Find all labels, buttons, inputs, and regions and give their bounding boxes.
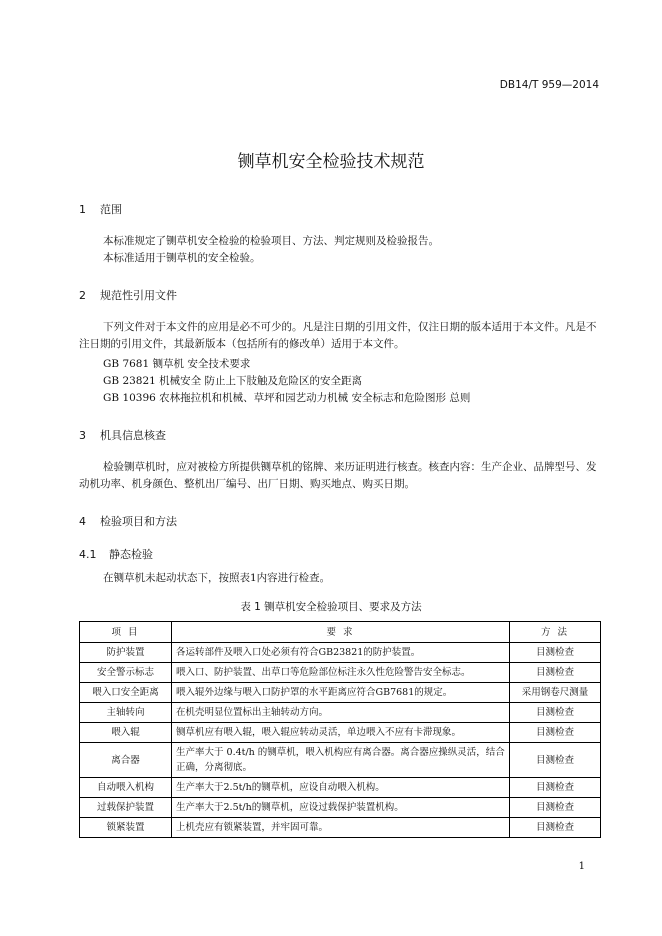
section-title: 范围 xyxy=(100,203,122,216)
inspection-table xyxy=(79,621,601,838)
requirement-cell: 喂入口、防护装置、出草口等危险部位标注永久性危险警告安全标志。 xyxy=(172,663,510,683)
section-title: 规范性引用文件 xyxy=(100,289,177,302)
table-row xyxy=(80,643,601,663)
section-number: 3 xyxy=(79,429,86,442)
section-number: 4.1 xyxy=(79,548,97,561)
item-cell: 锁紧装置 xyxy=(80,818,172,838)
requirement-cell: 生产率大于2.5t/h的铡草机，应设过载保护装置机构。 xyxy=(172,798,510,818)
method-cell: 目测检查 xyxy=(510,643,601,663)
table-header-row xyxy=(80,622,601,643)
requirement-cell: 各运转部件及喂入口处必须有符合GB23821的防护装置。 xyxy=(172,643,510,663)
reference-item: GB 7681 铡草机 安全技术要求 xyxy=(103,358,251,370)
requirement-cell: 铡草机应有喂入辊，喂入辊应转动灵活，单边喂入不应有卡滞现象。 xyxy=(172,723,510,743)
section-3-heading xyxy=(79,427,166,443)
item-cell: 离合器 xyxy=(80,743,172,778)
method-cell: 目测检查 xyxy=(510,743,601,778)
section-1-heading xyxy=(79,201,122,217)
paragraph: 本标准规定了铡草机安全检验的检验项目、方法、判定规则及检验报告。 xyxy=(103,235,439,247)
requirement-cell: 喂入辊外边缘与喂入口防护罩的水平距离应符合GB7681的规定。 xyxy=(172,683,510,703)
requirement-cell: 生产率大于2.5t/h的铡草机，应设自动喂入机构。 xyxy=(172,778,510,798)
table-row xyxy=(80,723,601,743)
paragraph: 在铡草机未起动状态下，按照表1内容进行检查。 xyxy=(103,572,331,584)
method-cell: 目测检查 xyxy=(510,778,601,798)
method-cell: 目测检查 xyxy=(510,703,601,723)
column-header-requirement: 要 求 xyxy=(172,622,510,643)
table-row xyxy=(80,663,601,683)
method-cell: 目测检查 xyxy=(510,723,601,743)
table-row xyxy=(80,703,601,723)
section-number: 2 xyxy=(79,289,86,302)
subsection-4-1-heading xyxy=(79,546,153,562)
method-cell: 目测检查 xyxy=(510,663,601,683)
method-cell: 目测检查 xyxy=(510,818,601,838)
section-title: 检验项目和方法 xyxy=(100,515,177,528)
table-row xyxy=(80,798,601,818)
requirement-cell: 在机壳明显位置标出主轴转动方向。 xyxy=(172,703,510,723)
document-title: 铡草机安全检验技术规范 xyxy=(237,152,425,172)
section-title: 机具信息核查 xyxy=(100,429,166,442)
reference-item: GB 10396 农林拖拉机和机械、草坪和园艺动力机械 安全标志和危险图形 总则 xyxy=(103,392,471,404)
table-row xyxy=(80,818,601,838)
table-caption: 表 1 铡草机安全检验项目、要求及方法 xyxy=(240,601,422,613)
paragraph: 检验铡草机时，应对被检方所提供铡草机的铭牌、来历证明进行核查。核查内容：生产企业、品牌型号、发动机功率、机身颜色、整机出厂编号、出厂日期、购买地点、购买日期。 xyxy=(79,461,597,490)
item-cell: 自动喂入机构 xyxy=(80,778,172,798)
section-4-heading xyxy=(79,513,177,529)
table-row xyxy=(80,683,601,703)
section-title: 静态检验 xyxy=(109,548,153,561)
document-code: DB14/T 959—2014 xyxy=(499,79,599,91)
paragraph: 下列文件对于本文件的应用是必不可少的。凡是注日期的引用文件，仅注日期的版本适用于本文件。凡是不注日期的引用文件，其最新版本（包括所有的修改单）适用于本文件。 xyxy=(79,321,597,350)
item-cell: 主轴转向 xyxy=(80,703,172,723)
method-cell: 采用钢卷尺测量 xyxy=(510,683,601,703)
item-cell: 喂入辊 xyxy=(80,723,172,743)
column-header-item: 项 目 xyxy=(80,622,172,643)
column-header-method: 方 法 xyxy=(510,622,601,643)
item-cell: 防护装置 xyxy=(80,643,172,663)
requirement-cell: 生产率大于 0.4t/h 的铡草机，喂入机构应有离合器。离合器应操纵灵活，结合正确，分离彻底。 xyxy=(172,743,510,778)
item-cell: 过载保护装置 xyxy=(80,798,172,818)
section-number: 1 xyxy=(79,203,86,216)
item-cell: 安全警示标志 xyxy=(80,663,172,683)
requirement-cell: 上机壳应有锁紧装置，并牢固可靠。 xyxy=(172,818,510,838)
paragraph: 本标准适用于铡草机的安全检验。 xyxy=(103,252,261,264)
section-2-heading xyxy=(79,287,177,303)
section-number: 4 xyxy=(79,515,86,528)
item-cell: 喂入口安全距离 xyxy=(80,683,172,703)
method-cell: 目测检查 xyxy=(510,798,601,818)
page-number: 1 xyxy=(578,861,585,872)
reference-item: GB 23821 机械安全 防止上下肢触及危险区的安全距离 xyxy=(103,375,363,387)
table-row xyxy=(80,743,601,778)
table-row xyxy=(80,778,601,798)
